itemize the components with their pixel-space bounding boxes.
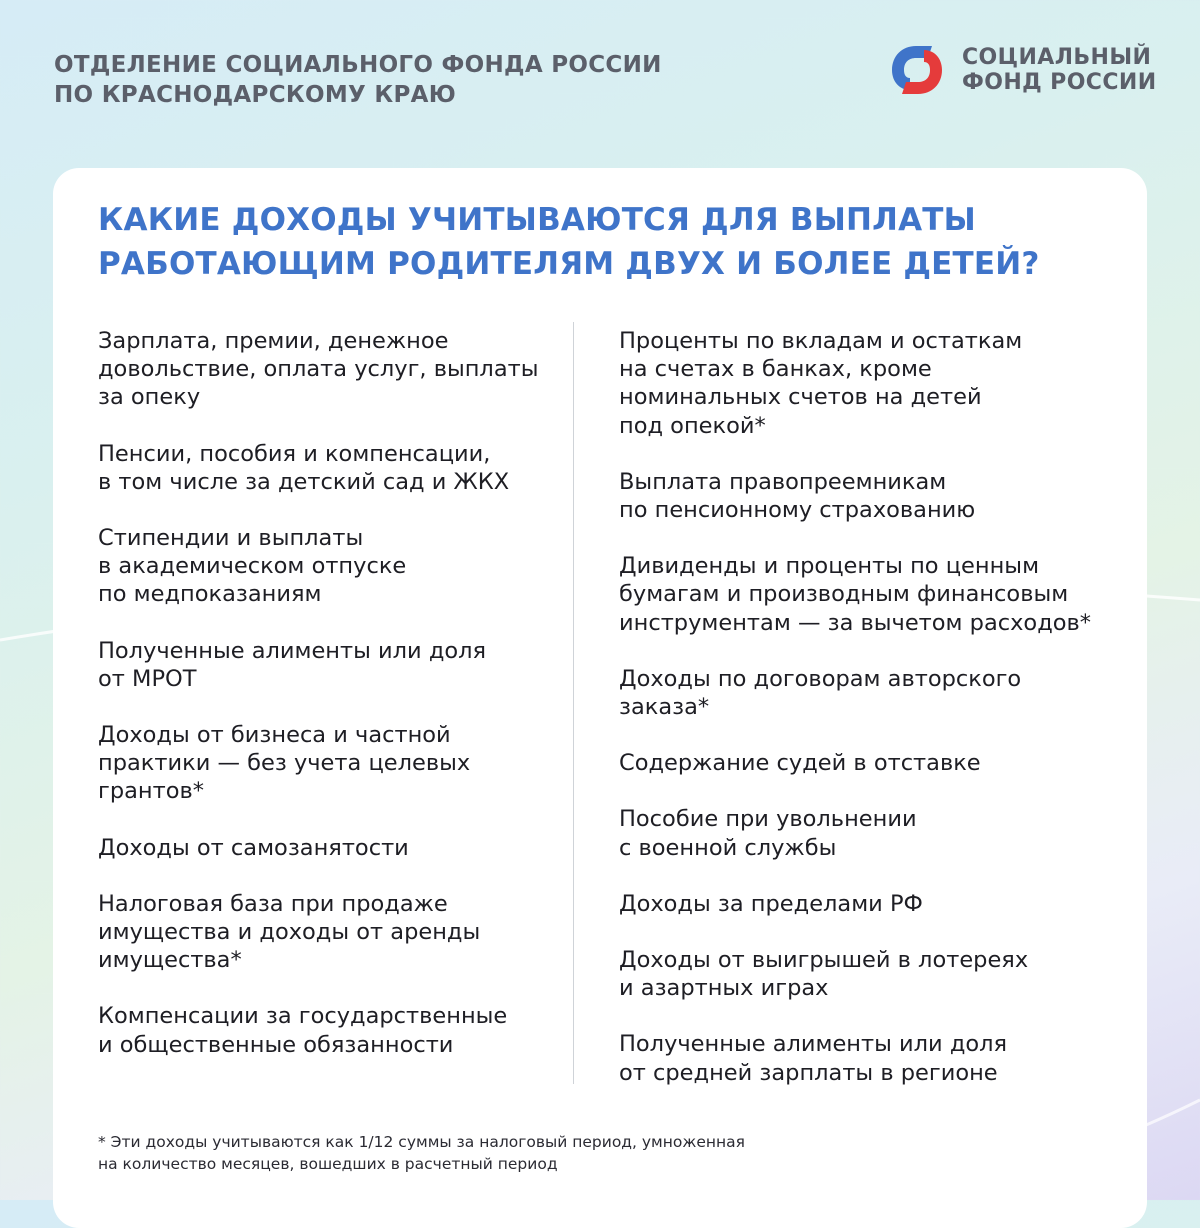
income-item-line: довольствие, оплата услуг, выплаты bbox=[98, 356, 539, 383]
sfr-logo bbox=[886, 40, 1157, 100]
income-item-line: Доходы по договорам авторского bbox=[619, 665, 1022, 692]
income-list-left bbox=[98, 327, 558, 1087]
income-item-line: грантов* bbox=[98, 778, 204, 805]
income-item-line: за опеку bbox=[98, 384, 201, 411]
income-item-line: Зарплата, премии, денежное bbox=[98, 328, 449, 354]
sfr-logo-icon bbox=[886, 40, 948, 100]
organization-name-line1: ОТДЕЛЕНИЕ СОЦИАЛЬНОГО ФОНДА РОССИИ bbox=[54, 52, 662, 78]
logo-text-line1: СОЦИАЛЬНЫЙ bbox=[962, 45, 1152, 70]
income-item-line: Доходы от бизнеса и частной bbox=[98, 722, 451, 749]
income-item-line: и азартных играх bbox=[619, 975, 829, 1002]
page-title-line1: КАКИЕ ДОХОДЫ УЧИТЫВАЮТСЯ ДЛЯ ВЫПЛАТЫ bbox=[98, 202, 976, 238]
logo-text-line2: ФОНД РОССИИ bbox=[962, 70, 1157, 95]
income-item bbox=[619, 1030, 1119, 1086]
income-item-line: имущества и доходы от аренды bbox=[98, 919, 481, 946]
organization-name-line2: ПО КРАСНОДАРСКОМУ КРАЮ bbox=[54, 82, 457, 108]
page-title bbox=[98, 198, 1058, 286]
income-item-line: Содержание судей в отставке bbox=[619, 750, 981, 777]
income-item-line: от средней зарплаты в регионе bbox=[619, 1059, 998, 1086]
income-item-line: бумагам и производным финансовым bbox=[619, 581, 1069, 608]
income-item bbox=[619, 665, 1119, 721]
income-item-line: в академическом отпуске bbox=[98, 553, 407, 580]
footnote bbox=[98, 1131, 818, 1175]
income-item-line: по медпоказаниям bbox=[98, 581, 322, 608]
income-item bbox=[98, 637, 558, 693]
income-item bbox=[98, 524, 558, 609]
sfr-logo-text bbox=[962, 45, 1157, 95]
income-item-line: Выплата правопреемникам bbox=[619, 468, 947, 495]
income-item bbox=[98, 834, 558, 862]
income-item-line: в том числе за детский сад и ЖКХ bbox=[98, 468, 510, 495]
income-item-line: Налоговая база при продаже bbox=[98, 890, 448, 917]
income-item-line: на счетах в банках, кроме bbox=[619, 356, 932, 383]
income-item bbox=[619, 805, 1119, 861]
income-item-line: Полученные алименты или доля bbox=[98, 637, 487, 664]
income-list-right bbox=[619, 327, 1119, 1115]
footnote-line2: на количество месяцев, вошедших в расчетный период bbox=[98, 1155, 558, 1173]
income-item-line: заказа* bbox=[619, 694, 710, 721]
income-item-line: Дивиденды и проценты по ценным bbox=[619, 553, 1040, 580]
income-item-line: и общественные обязанности bbox=[98, 1031, 454, 1058]
footnote-line1: * Эти доходы учитываются как 1/12 суммы за налоговый период, умноженная bbox=[98, 1133, 745, 1151]
column-divider bbox=[573, 322, 574, 1084]
income-item bbox=[98, 1002, 558, 1058]
income-item bbox=[98, 890, 558, 975]
income-item-line: Доходы от самозанятости bbox=[98, 834, 409, 861]
income-item-line: под опекой* bbox=[619, 412, 766, 439]
income-item bbox=[619, 946, 1119, 1002]
income-item-line: имущества* bbox=[98, 947, 242, 974]
page-title-line2: РАБОТАЮЩИМ РОДИТЕЛЯМ ДВУХ И БОЛЕЕ ДЕТЕЙ? bbox=[98, 246, 1040, 282]
income-item bbox=[619, 749, 1119, 777]
income-item-line: номинальных счетов на детей bbox=[619, 384, 982, 411]
organization-name bbox=[54, 50, 662, 110]
income-item-line: от МРОТ bbox=[98, 665, 197, 692]
income-item-line: Проценты по вкладам и остаткам bbox=[619, 328, 1023, 354]
income-item-line: Стипендии и выплаты bbox=[98, 525, 364, 552]
income-item-line: Доходы за пределами РФ bbox=[619, 890, 923, 917]
income-item bbox=[98, 327, 558, 412]
income-item bbox=[619, 327, 1119, 440]
income-item-line: Компенсации за государственные bbox=[98, 1003, 508, 1030]
income-item-line: Доходы от выигрышей в лотереях bbox=[619, 947, 1029, 974]
income-item bbox=[619, 468, 1119, 524]
income-item-line: инструментам — за вычетом расходов* bbox=[619, 609, 1092, 636]
income-item-line: по пенсионному страхованию bbox=[619, 497, 976, 524]
income-item bbox=[619, 890, 1119, 918]
income-item-line: с военной службы bbox=[619, 834, 837, 861]
income-item-line: практики — без учета целевых bbox=[98, 750, 471, 777]
income-item bbox=[619, 552, 1119, 637]
income-item-line: Полученные алименты или доля bbox=[619, 1031, 1008, 1058]
income-item bbox=[98, 721, 558, 806]
income-item-line: Пенсии, пособия и компенсации, bbox=[98, 440, 491, 467]
income-item-line: Пособие при увольнении bbox=[619, 806, 917, 833]
income-item bbox=[98, 440, 558, 496]
